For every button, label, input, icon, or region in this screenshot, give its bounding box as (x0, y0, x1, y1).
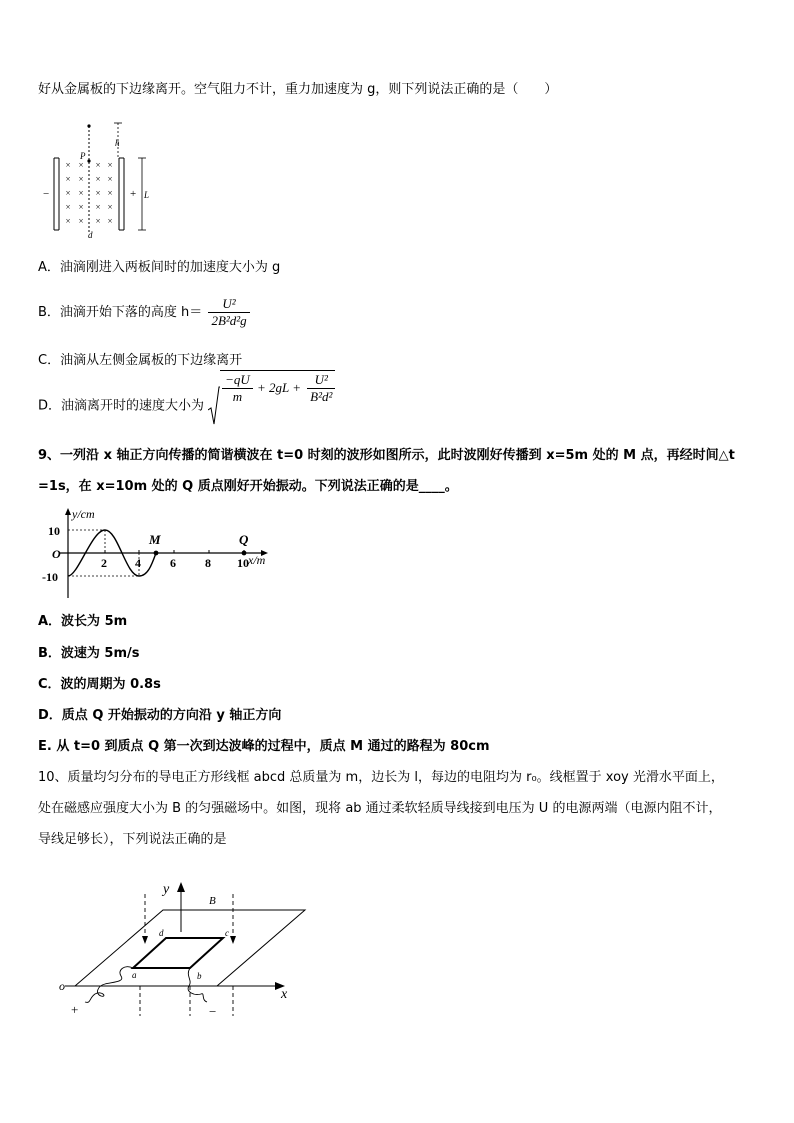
q8-option-d-term3 (307, 372, 335, 405)
svg-text:×: × (78, 216, 84, 226)
q10-stem-line3: 导线足够长），下列说法正确的是 (38, 832, 227, 847)
q9-y-tick-10: 10 (48, 524, 60, 538)
q8-label-p: P (80, 151, 86, 161)
q8-option-d (38, 371, 335, 426)
svg-text:×: × (78, 202, 84, 212)
q9-x-tick-10: 10 (237, 556, 249, 570)
svg-text:×: × (65, 160, 71, 170)
q8-option-d-term3-num: U² (307, 372, 335, 389)
q10-stem-line2: 处在磁感应强度大小为 B 的匀强磁场中。如图，现将 ab 通过柔软轻质导线接到电压为 U 的电源两端（电源内阻不计， (38, 801, 722, 816)
svg-text:×: × (95, 174, 101, 184)
svg-text:×: × (65, 188, 71, 198)
q8-option-c: C．油滴从左侧金属板的下边缘离开 (38, 353, 243, 368)
q9-y-axis-label: y/cm (72, 507, 95, 521)
q9-option-c: C．波的周期为 0.8s (38, 677, 161, 692)
q10-vertex-a: a (132, 970, 137, 980)
q10-minus-terminal: − (209, 1004, 217, 1019)
q9-x-tick-8: 8 (205, 556, 211, 570)
svg-text:×: × (95, 188, 101, 198)
svg-text:×: × (78, 188, 84, 198)
svg-text:×: × (107, 188, 113, 198)
q9-option-e: E. 从 t=0 到质点 Q 第一次到达波峰的过程中，质点 M 通过的路程为 80cm (38, 739, 490, 754)
q10-vertex-b: b (197, 971, 202, 981)
q10-vertex-d: d (159, 928, 164, 938)
q8-option-d-term1-num: −qU (222, 372, 253, 389)
q10-vertex-c: c (225, 928, 229, 938)
q10-y-axis-label: y (163, 882, 170, 897)
q8-option-d-sqrt (208, 371, 335, 426)
q8-option-b-prefix: B．油滴开始下落的高度 h＝ (38, 305, 203, 320)
q9-x-tick-4: 4 (135, 556, 141, 570)
q9-point-q-label: Q (239, 532, 249, 547)
svg-text:×: × (107, 160, 113, 170)
q8-option-b-numerator: U² (208, 296, 249, 313)
q10-field-label: B (209, 895, 216, 907)
q9-point-m-label: M (149, 532, 161, 547)
q8-label-d: d (88, 230, 93, 240)
q8-plus-sign: + (130, 188, 137, 200)
q9-y-tick-neg10: -10 (42, 570, 58, 584)
q8-label-h: h (115, 138, 120, 148)
q9-stem-line1: 9、一列沿 x 轴正方向传播的简谐横波在 t=0 时刻的波形如图所示，此时波刚好传播到 x=5m 处的 M 点，再经时间△t (38, 448, 735, 463)
svg-text:×: × (65, 202, 71, 212)
q10-figure (55, 876, 315, 1026)
q9-x-axis-label: x/m (248, 553, 266, 567)
svg-text:×: × (107, 202, 113, 212)
sqrt-sign-icon (208, 386, 220, 426)
q9-option-a: A．波长为 5m (38, 614, 128, 629)
q9-x-tick-2: 2 (101, 556, 107, 570)
svg-text:×: × (95, 202, 101, 212)
q9-x-tick-6: 6 (170, 556, 176, 570)
svg-text:×: × (78, 174, 84, 184)
q8-figure (38, 118, 168, 240)
q8-option-d-term1-den: m (232, 388, 243, 404)
q8-option-b-denominator: 2B²d²g (211, 313, 247, 328)
svg-text:×: × (78, 160, 84, 170)
q8-stem-tail: 好从金属板的下边缘离开。空气阻力不计，重力加速度为 g，则下列说法正确的是（ ） (38, 82, 558, 97)
q9-origin-label: O (52, 547, 61, 561)
q10-x-axis-label: x (281, 987, 288, 1002)
svg-text:×: × (65, 174, 71, 184)
q8-option-b-fraction (208, 296, 249, 329)
q8-option-d-prefix: D．油滴离开时的速度大小为 (38, 398, 205, 414)
q8-option-d-term2: + 2gL + (256, 379, 302, 395)
svg-text:×: × (65, 216, 71, 226)
svg-text:×: × (107, 174, 113, 184)
q10-plus-terminal: + (71, 1002, 79, 1017)
q9-stem-line2: =1s，在 x=10m 处的 Q 质点刚好开始振动。下列说法正确的是____。 (38, 479, 458, 494)
svg-text:×: × (95, 160, 101, 170)
q8-option-b (38, 296, 250, 329)
q10-stem-line1: 10、质量均匀分布的导电正方形线框 abcd 总质量为 m，边长为 l，每边的电阻均为 r₀。线框置于 xoy 光滑水平面上， (38, 770, 724, 785)
q8-option-a: A．油滴刚进入两板间时的加速度大小为 g (38, 260, 281, 275)
q8-minus-sign: − (43, 188, 50, 200)
q10-origin-label: o (59, 979, 65, 993)
q8-option-d-term3-den: B²d² (310, 388, 333, 404)
q9-option-b: B．波速为 5m/s (38, 646, 140, 661)
svg-text:×: × (107, 216, 113, 226)
q9-wave-graph (38, 506, 288, 602)
q8-label-l: L (144, 190, 150, 200)
q8-option-d-term1 (222, 372, 253, 405)
svg-text:×: × (95, 216, 101, 226)
q9-option-d: D．质点 Q 开始振动的方向沿 y 轴正方向 (38, 708, 282, 723)
